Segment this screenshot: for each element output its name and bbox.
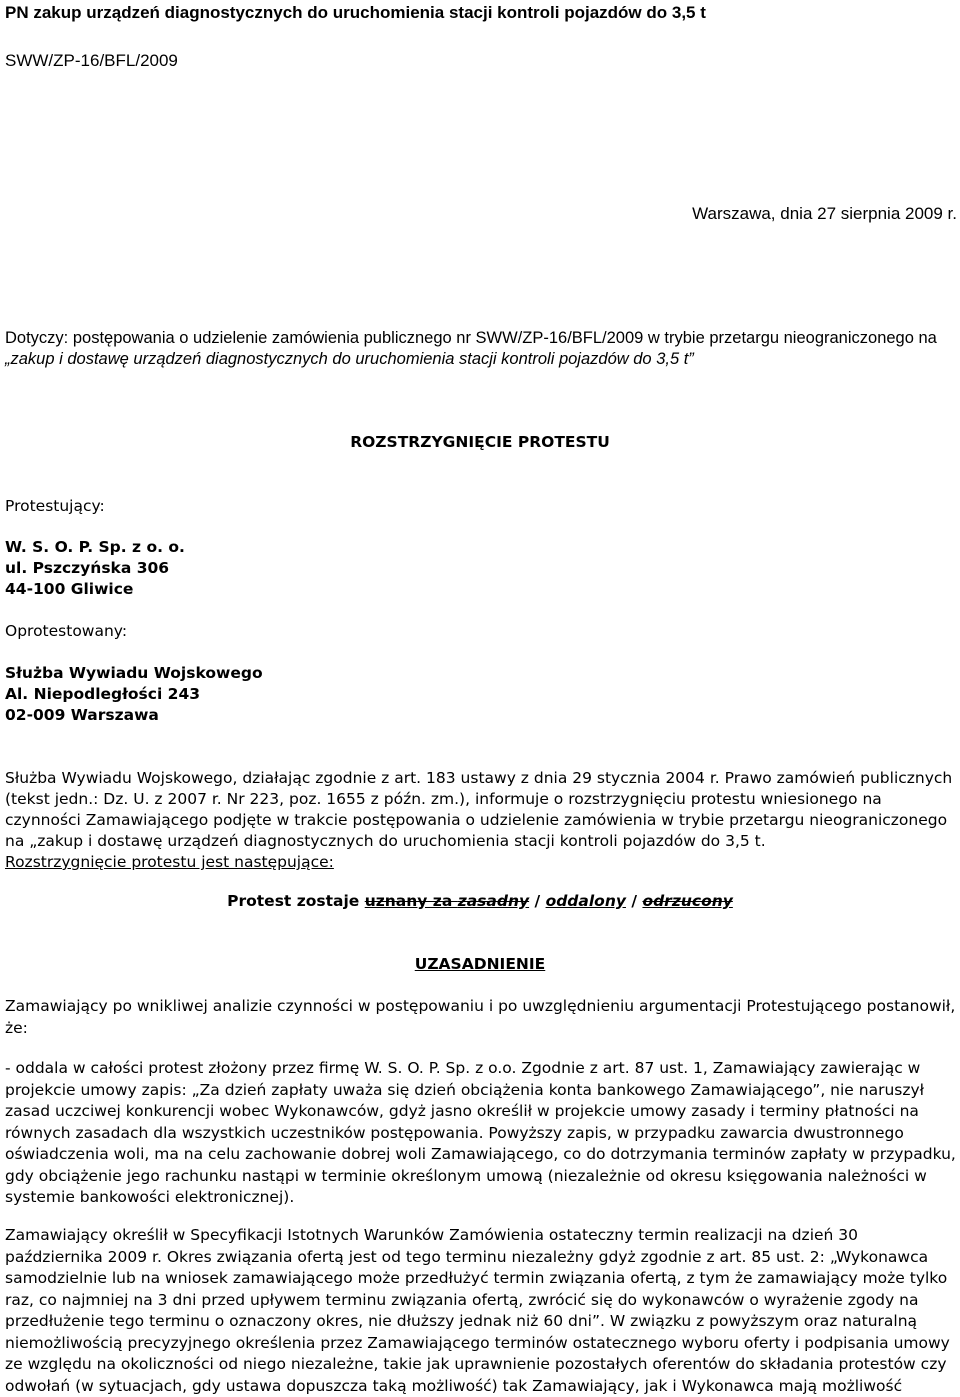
respondent-city: 02-009 Warszawa	[5, 706, 159, 724]
verdict-separator-2: /	[625, 892, 643, 910]
verdict-option-dismissed: oddalony	[545, 892, 626, 910]
verdict-separator-1: /	[529, 892, 546, 910]
regarding-prefix: Dotyczy: postępowania o udzielenie zamówienia publicznego nr SWW/ZP-16/BFL/2009 w trybie przetargu nieograniczonego na	[5, 329, 937, 347]
justification-paragraph-2: - oddala w całości protest złożony przez firmę W. S. O. P. Sp. z o.o. Zgodnie z art. 87 ust. 1, Zamawiający zawierając w projekcie umowy zapis: „Za dzień zapłaty uważa się dzień obciążenia konta bankowego Zamawiającego”, nie naruszył zasad uczciwej konkurencji wobec Wykonawców, gdyż jasno określił w projekcie umowy zasady i terminy płatności na równych zasadach dla wszystkich uczestników postępowania. Powyższy zapis, w przypadku zawarcia dwustronnego oświadczenia woli, ma na celu zachowanie dobrej woli Zamawiającego, co do dotrzymania terminów zapłaty w przypadku, gdy obciążenie jego rachunku nastąpi w terminie określonym umową (niezależnie od okresu księgowania należności w systemie bankowości elektronicznej).	[5, 1059, 956, 1206]
protester-street: ul. Pszczyńska 306	[5, 559, 170, 577]
respondent-label: Oprotestowany:	[5, 622, 128, 640]
document-date: Warszawa, dnia 27 sierpnia 2009 r.	[692, 204, 957, 223]
protester-label: Protestujący:	[5, 497, 105, 515]
regarding-subject: „zakup i dostawę urządzeń diagnostycznych do uruchomienia stacji kontroli pojazdów do 3,5 t”	[5, 350, 694, 368]
justification-paragraph-1: Zamawiający po wnikliwej analizie czynności w postępowaniu i po uwzględnieniu argumentacji Protestującego postanowił, że:	[5, 997, 956, 1037]
verdict-lead: Protest zostaje	[227, 892, 365, 910]
reference-number: SWW/ZP-16/BFL/2009	[5, 51, 178, 70]
verdict-option-accepted-b: zasadny	[457, 892, 530, 910]
protester-city: 44-100 Gliwice	[5, 580, 134, 598]
respondent-name: Służba Wywiadu Wojskowego	[5, 664, 263, 682]
verdict-option-rejected: odrzucony	[642, 892, 733, 910]
verdict-option-accepted: uznany za	[364, 892, 458, 910]
intro-paragraph	[5, 768, 957, 873]
intro-text: Służba Wywiadu Wojskowego, działając zgodnie z art. 183 ustawy z dnia 29 stycznia 2004 r. Prawo zamówień publicznych (tekst jedn.: Dz. U. z 2007 r. Nr 223, poz. 1655 z późn. zm.), informuje o rozstrzygnięciu protestu wniesionego na czynności Zamawiającego podjęte w trakcie postępowania o udzielenie zamówienia w trybie przetargu nieograniczonego na „zakup i dostawę urządzeń diagnostycznych do uruchomienia stacji kontroli pojazdów do 3,5 t.	[5, 769, 953, 850]
document-title: PN zakup urządzeń diagnostycznych do uruchomienia stacji kontroli pojazdów do 3,5 t	[5, 3, 706, 22]
regarding-line	[5, 328, 957, 370]
protester-name: W. S. O. P. Sp. z o. o.	[5, 538, 185, 556]
decision-heading: ROZSTRZYGNIĘCIE PROTESTU	[350, 433, 610, 451]
justification-heading: UZASADNIENIE	[414, 955, 546, 973]
verdict-line	[0, 892, 960, 910]
respondent-street: Al. Niepodległości 243	[5, 685, 201, 703]
intro-closing: Rozstrzygnięcie protestu jest następujące:	[5, 853, 334, 871]
justification-paragraph-3: Zamawiający określił w Specyfikacji Istotnych Warunków Zamówienia ostateczny termin realizacji na dzień 30 października 2009 r. Okres związania ofertą jest od tego terminu niezależny gdyż zgodnie z art. 85 ust. 2: „Wykonawca samodzielnie lub na wniosek zamawiającego może przedłużyć termin związania ofertą, z tym że zamawiający może tylko raz, co najmniej na 3 dni przed upływem terminu związania ofertą, zwrócić się do wykonawców o wyrażenie zgody na przedłużenie tego terminu o oznaczony okres, nie dłuższy jednak niż 60 dni”. W związku z powyższym oraz naturalną niemożliwością precyzyjnego określenia przez Zamawiającego terminów ostatecznego wyboru oferty i podpisania umowy ze względu na okoliczności od niego niezależne, takie jak uprawnienie pozostałych oferentów do składania protestów czy odwołań (w sytuacjach, gdy ustawa dopuszcza taką możliwość) tak Zamawiający, jak i Wykonawca mają możliwość	[5, 1226, 950, 1395]
